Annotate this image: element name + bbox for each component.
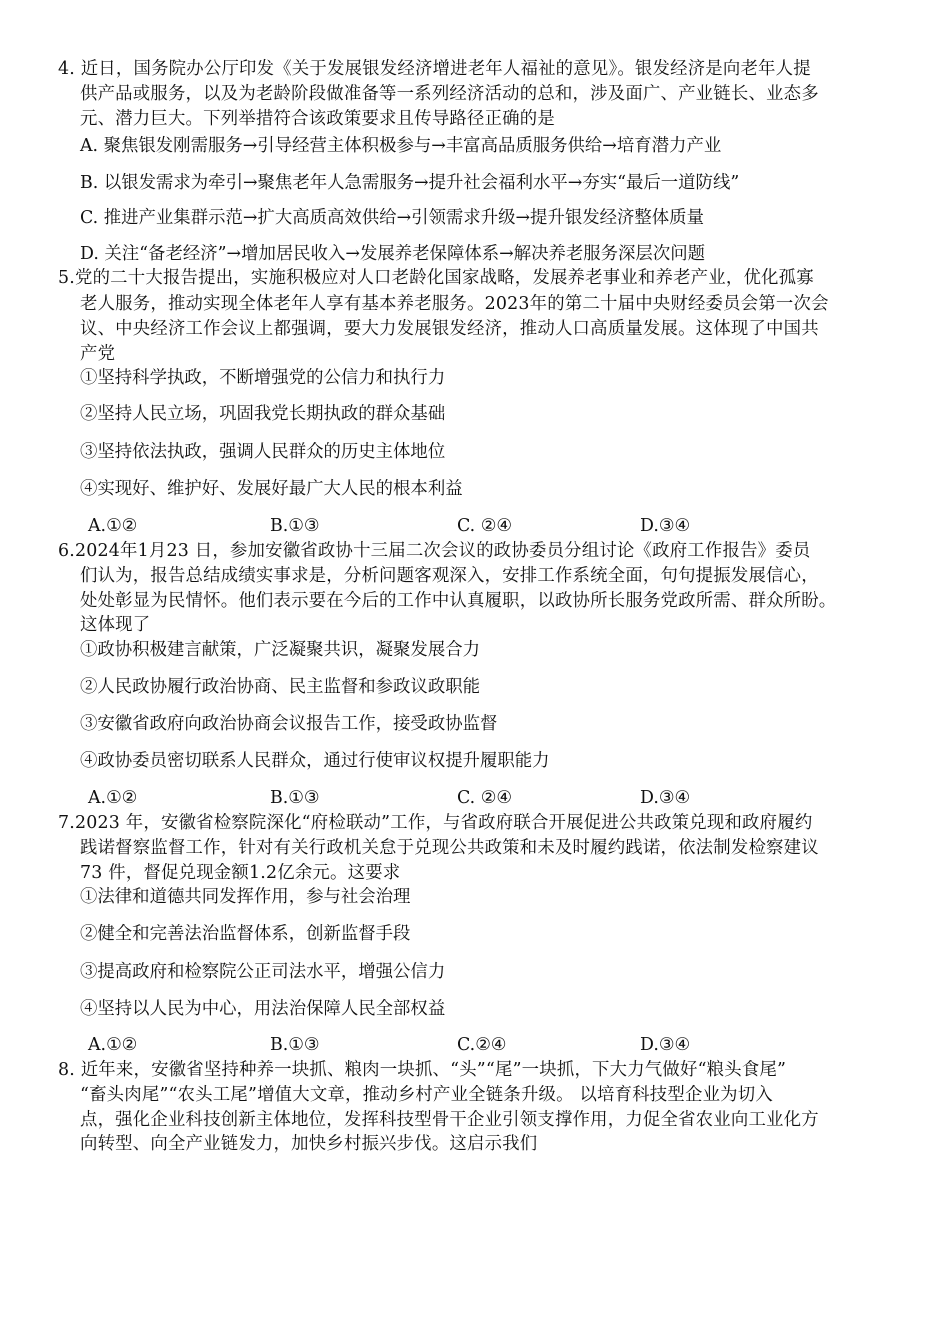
question-5-stem-line-2: 老人服务，推动实现全体老年人享有基本养老服务。2023年的第二十届中央财经委员会第一次会: [80, 294, 829, 314]
question-5-choice-d: D.③④: [640, 516, 691, 536]
question-4-stem-line-2: 供产品或服务，以及为老龄阶段做准备等一系列经济活动的总和，涉及面广、产业链长、业态多: [80, 84, 819, 104]
question-4-option-c: C. 推进产业集群示范→扩大高质高效供给→引领需求升级→提升银发经济整体质量: [80, 208, 704, 228]
question-6-statement-3: ③安徽省政府向政治协商会议报告工作，接受政协监督: [80, 714, 498, 734]
question-4-option-d: D. 关注“备老经济”→增加居民收入→发展养老保障体系→解决养老服务深层次问题: [80, 244, 705, 264]
question-5-choice-c: C. ②④: [457, 516, 512, 536]
question-4-stem-line-3: 元、潜力巨大。下列举措符合该政策要求且传导路径正确的是: [80, 109, 555, 129]
question-7-statement-1: ①法律和道德共同发挥作用，参与社会治理: [80, 887, 411, 907]
question-5-choice-b: B.①③: [270, 516, 320, 536]
question-6-statement-1: ①政协积极建言献策，广泛凝聚共识，凝聚发展合力: [80, 640, 480, 660]
question-6-choice-a: A.①②: [88, 788, 138, 808]
question-4-option-a: A. 聚焦银发刚需服务→引导经营主体积极参与→丰富高品质服务供给→培育潜力产业: [80, 136, 722, 156]
question-8-stem-line-3: 点，强化企业科技创新主体地位，发挥科技型骨干企业引领支撑作用，力促全省农业向工业化方: [80, 1110, 819, 1130]
question-6-choice-c: C. ②④: [457, 788, 512, 808]
question-5-choice-a: A.①②: [88, 516, 138, 536]
question-5-statement-4: ④实现好、维护好、发展好最广大人民的根本利益: [80, 479, 463, 499]
question-6-stem-line-2: 们认为，报告总结成绩实事求是，分析问题客观深入，安排工作系统全面，句句提振发展信心，: [80, 566, 819, 586]
question-7-stem-line-3: 73 件，督促兑现金额1.2亿余元。这要求: [80, 863, 401, 883]
question-7-statement-2: ②健全和完善法治监督体系，创新监督手段: [80, 924, 411, 944]
question-8-stem-line-2: “畜头肉尾”“农头工尾”增值大文章，推动乡村产业全链条升级。 以培育科技型企业为切入: [80, 1085, 773, 1105]
question-5-stem-line-3: 议、中央经济工作会议上都强调，要大力发展银发经济，推动人口高质量发展。这体现了中国共: [80, 319, 819, 339]
question-6-stem-line-3: 处处彰显为民情怀。他们表示要在今后的工作中认真履职，以政协所长服务党政所需、群众所盼。: [80, 591, 837, 611]
question-6-stem-line-1: 6.2024年1月23 日，参加安徽省政协十三届二次会议的政协委员分组讨论《政府工作报告》委员: [58, 541, 811, 561]
question-7-choice-c: C.②④: [457, 1035, 507, 1055]
question-4-option-b: B. 以银发需求为牵引→聚焦老年人急需服务→提升社会福利水平→夯实“最后一道防线”: [80, 173, 740, 193]
question-7-choice-a: A.①②: [88, 1035, 138, 1055]
question-7-choice-d: D.③④: [640, 1035, 691, 1055]
question-5-statement-1: ①坚持科学执政，不断增强党的公信力和执行力: [80, 368, 446, 388]
question-6-choice-d: D.③④: [640, 788, 691, 808]
question-7-stem-line-2: 践诺督察监督工作，针对有关行政机关怠于兑现公共政策和未及时履约践诺，依法制发检察建议: [80, 838, 819, 858]
question-5-statement-2: ②坚持人民立场，巩固我党长期执政的群众基础: [80, 404, 446, 424]
question-8-stem-line-1: 8. 近年来，安徽省坚持种养一块抓、粮肉一块抓、“头”“尾”一块抓，下大力气做好“粮头食尾”: [58, 1060, 787, 1080]
question-6-statement-2: ②人民政协履行政治协商、民主监督和参政议政职能: [80, 677, 480, 697]
question-7-choice-b: B.①③: [270, 1035, 320, 1055]
question-7-stem-line-1: 7.2023 年，安徽省检察院深化“府检联动”工作，与省政府联合开展促进公共政策兑现和政府履约: [58, 813, 813, 833]
question-5-statement-3: ③坚持依法执政，强调人民群众的历史主体地位: [80, 442, 446, 462]
question-5-stem-line-1: 5.党的二十大报告提出，实施积极应对人口老龄化国家战略，发展养老事业和养老产业，优化孤寡: [58, 268, 814, 288]
question-8-stem-line-4: 向转型、向全产业链发力，加快乡村振兴步伐。这启示我们: [80, 1134, 538, 1154]
question-6-statement-4: ④政协委员密切联系人民群众，通过行使审议权提升履职能力: [80, 751, 550, 771]
question-6-choice-b: B.①③: [270, 788, 320, 808]
question-5-stem-line-4: 产党: [80, 344, 116, 364]
question-7-statement-3: ③提高政府和检察院公正司法水平，增强公信力: [80, 962, 446, 982]
question-7-statement-4: ④坚持以人民为中心，用法治保障人民全部权益: [80, 999, 446, 1019]
question-4-stem-line-1: 4. 近日，国务院办公厅印发《关于发展银发经济增进老年人福祉的意见》。银发经济是向老年人提: [58, 59, 811, 79]
question-6-stem-line-4: 这体现了: [80, 615, 151, 635]
